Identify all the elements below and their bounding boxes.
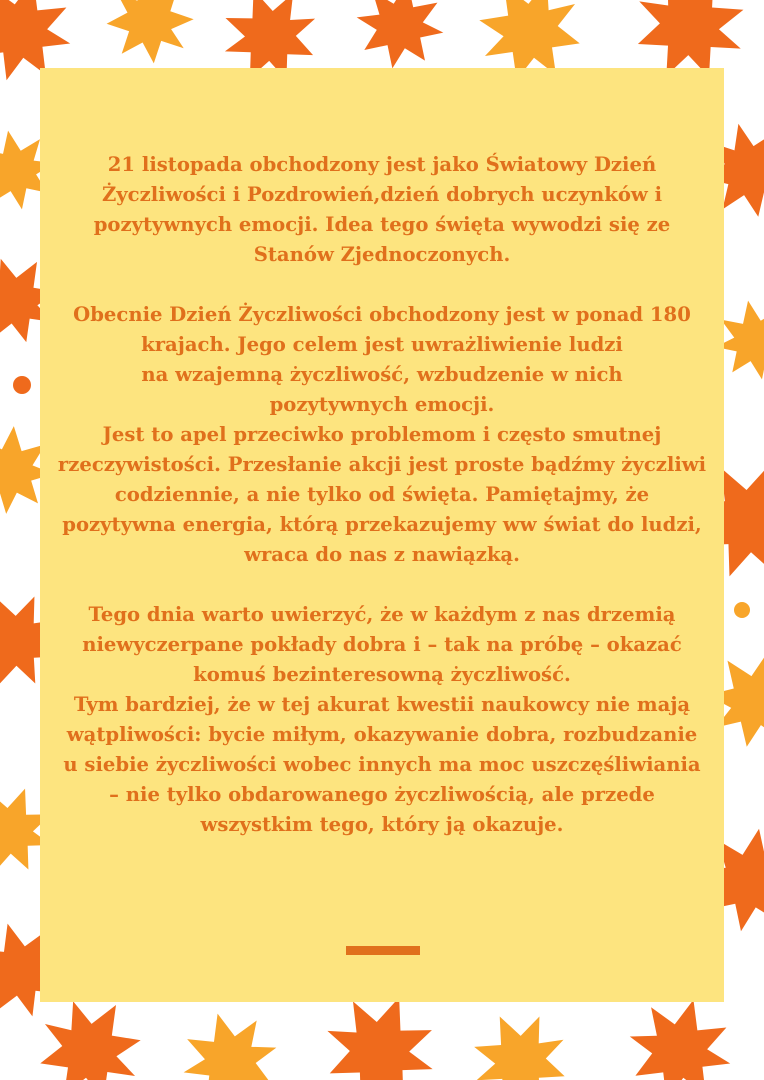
paragraph bbox=[48, 600, 716, 690]
text-line: Jest to apel przeciwko problemom i często smutnej bbox=[102, 423, 662, 446]
text-line: pozytywnych emocji. bbox=[269, 393, 495, 416]
main-text bbox=[40, 150, 724, 840]
text-line: Tego dnia warto uwierzyć, że w każdym z nas drzemią bbox=[88, 603, 676, 626]
text-line: Tym bardziej, że w tej akurat kwestii naukowcy nie mają bbox=[73, 693, 691, 716]
text-line: Obecnie Dzień Życzliwości obchodzony jest w ponad 180 bbox=[73, 303, 691, 326]
text-line: niewyczerpane pokłady dobra i – tak na próbę – okazać bbox=[82, 633, 682, 656]
paragraph bbox=[48, 690, 716, 840]
text-line: pozytywna energia, którą przekazujemy ww świat do ludzi, bbox=[62, 513, 702, 536]
text-line: u siebie życzliwości wobec innych ma moc uszczęśliwiania bbox=[63, 753, 701, 776]
text-line: rzeczywistości. Przesłanie akcji jest proste bądźmy życzliwi bbox=[57, 453, 707, 476]
text-line: – nie tylko obdarowanego życzliwością, ale przede bbox=[109, 783, 655, 806]
decorative-dash bbox=[346, 946, 420, 955]
text-line: Stanów Zjednoczonych. bbox=[253, 243, 511, 266]
text-line: krajach. Jego celem jest uwrażliwienie ludzi bbox=[141, 333, 623, 356]
text-line: pozytywnych emocji. Idea tego święta wywodzi się ze bbox=[93, 213, 671, 236]
paragraph bbox=[48, 420, 716, 570]
content-panel bbox=[40, 68, 724, 1002]
text-line: na wzajemną życzliwość, wzbudzenie w nich bbox=[141, 363, 623, 386]
paragraph bbox=[48, 300, 716, 420]
paragraph-gap bbox=[48, 270, 716, 300]
text-line: wątpliwości: bycie miłym, okazywanie dobra, rozbudzanie bbox=[66, 723, 698, 746]
text-line: codziennie, a nie tylko od święta. Pamiętajmy, że bbox=[114, 483, 650, 506]
text-line: Życzliwości i Pozdrowień,dzień dobrych uczynków i bbox=[101, 183, 663, 206]
text-line: wszystkim tego, który ją okazuje. bbox=[200, 813, 564, 836]
paragraph-gap bbox=[48, 570, 716, 600]
paragraph bbox=[48, 150, 716, 270]
text-line: 21 listopada obchodzony jest jako Światowy Dzień bbox=[107, 153, 657, 176]
text-line: komuś bezinteresowną życzliwość. bbox=[193, 663, 571, 686]
text-line: wraca do nas z nawiązką. bbox=[244, 543, 520, 566]
